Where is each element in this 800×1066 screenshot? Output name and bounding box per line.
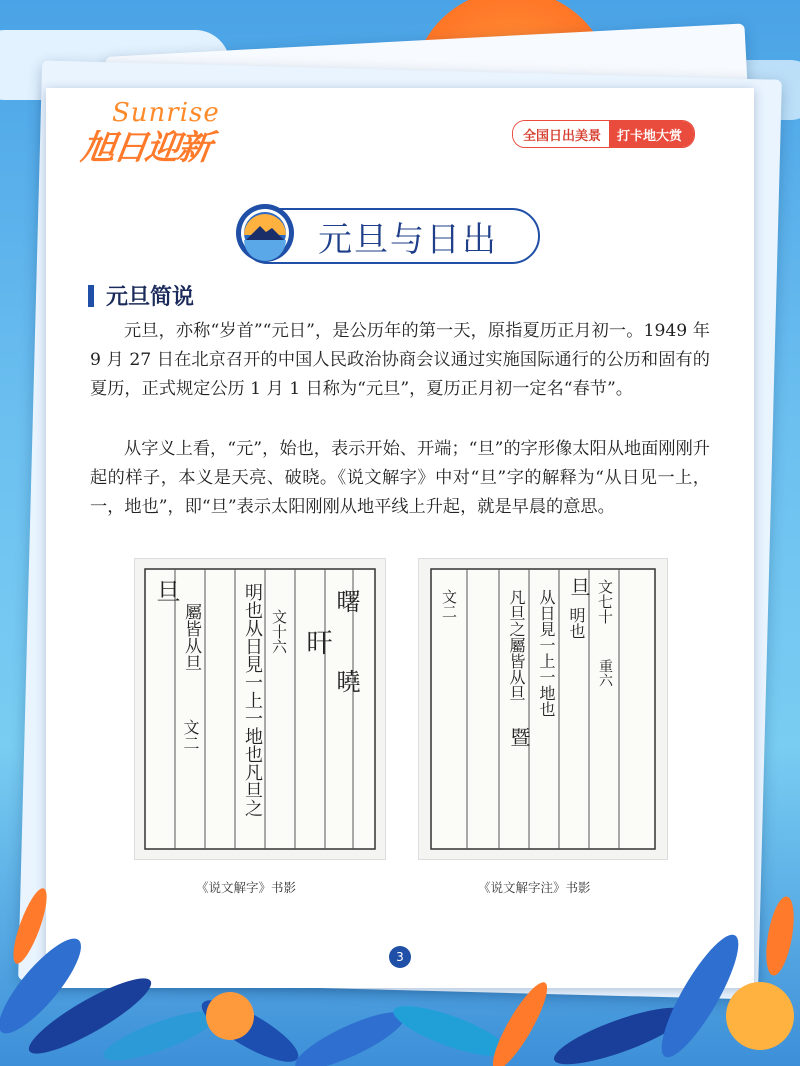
badge-left: 全国日出美景 (513, 121, 609, 147)
figure-shuowen-jiezi (134, 558, 386, 860)
text-column: 文二 (440, 589, 458, 619)
text-column: 文七十 (596, 579, 614, 624)
figure-shuowen-jiezi-zhu (418, 558, 668, 860)
badge-right: 打卡地大赏 (609, 121, 694, 147)
mountain-sunrise-icon (236, 204, 294, 262)
page-title: 元旦与日出 (318, 220, 498, 260)
text-column: 从日見一上一地也 (537, 589, 556, 717)
paragraph: 从字义上看，“元”，始也，表示开始、开端；“旦”的字形像太阳从地面刚刚升起的样子，本义是天亮、破晓。《说文解字》中对“旦”字的解释为“从日见一上，一，地也”，即“旦”表示太阳刚刚从地平线上升起，就是早晨的意思。 (90, 439, 710, 517)
text-column: 重六 (597, 659, 613, 687)
figure-caption: 《说文解字》书影 (196, 880, 297, 895)
text-column: 曉 (332, 669, 360, 693)
text-column: 旰 (302, 629, 332, 655)
text-column: 文二 (181, 719, 200, 751)
figure-caption: 《说文解字注》书影 (478, 880, 591, 895)
text-column: 凡旦之屬皆从旦 (507, 589, 526, 701)
text-column: 屬皆从旦 (181, 603, 201, 671)
paragraph: 元旦，亦称“岁首”“元日”，是公历年的第一天，原指夏历正月初一。1949 年 9 月 27 日在北京召开的中国人民政治协商会议通过实施国际通行的公历和固有的夏历，正式规定公历 1 月 1 日称为“元旦”，夏历正月初一定名“春节”。 (90, 321, 710, 399)
text-column: 明也从日見一上一地也凡旦之 (242, 583, 263, 817)
text-column: 旦 (567, 577, 591, 597)
text-column: 曙 (332, 589, 360, 613)
text-column: 明也 (567, 607, 586, 639)
text-column: 旦 (152, 579, 180, 603)
brand-logo (78, 98, 232, 168)
section-marker (88, 285, 94, 307)
text-column: 文十六 (270, 609, 288, 654)
text-column: 暨 (507, 727, 531, 747)
header-badge (512, 120, 695, 148)
page-number: 3 (389, 946, 411, 968)
tropical-foliage-decoration (0, 866, 800, 1066)
section-title: 元旦简说 (106, 285, 195, 310)
brand-script: Sunrise (112, 98, 220, 128)
brand-main: 旭日迎新 (78, 128, 213, 168)
